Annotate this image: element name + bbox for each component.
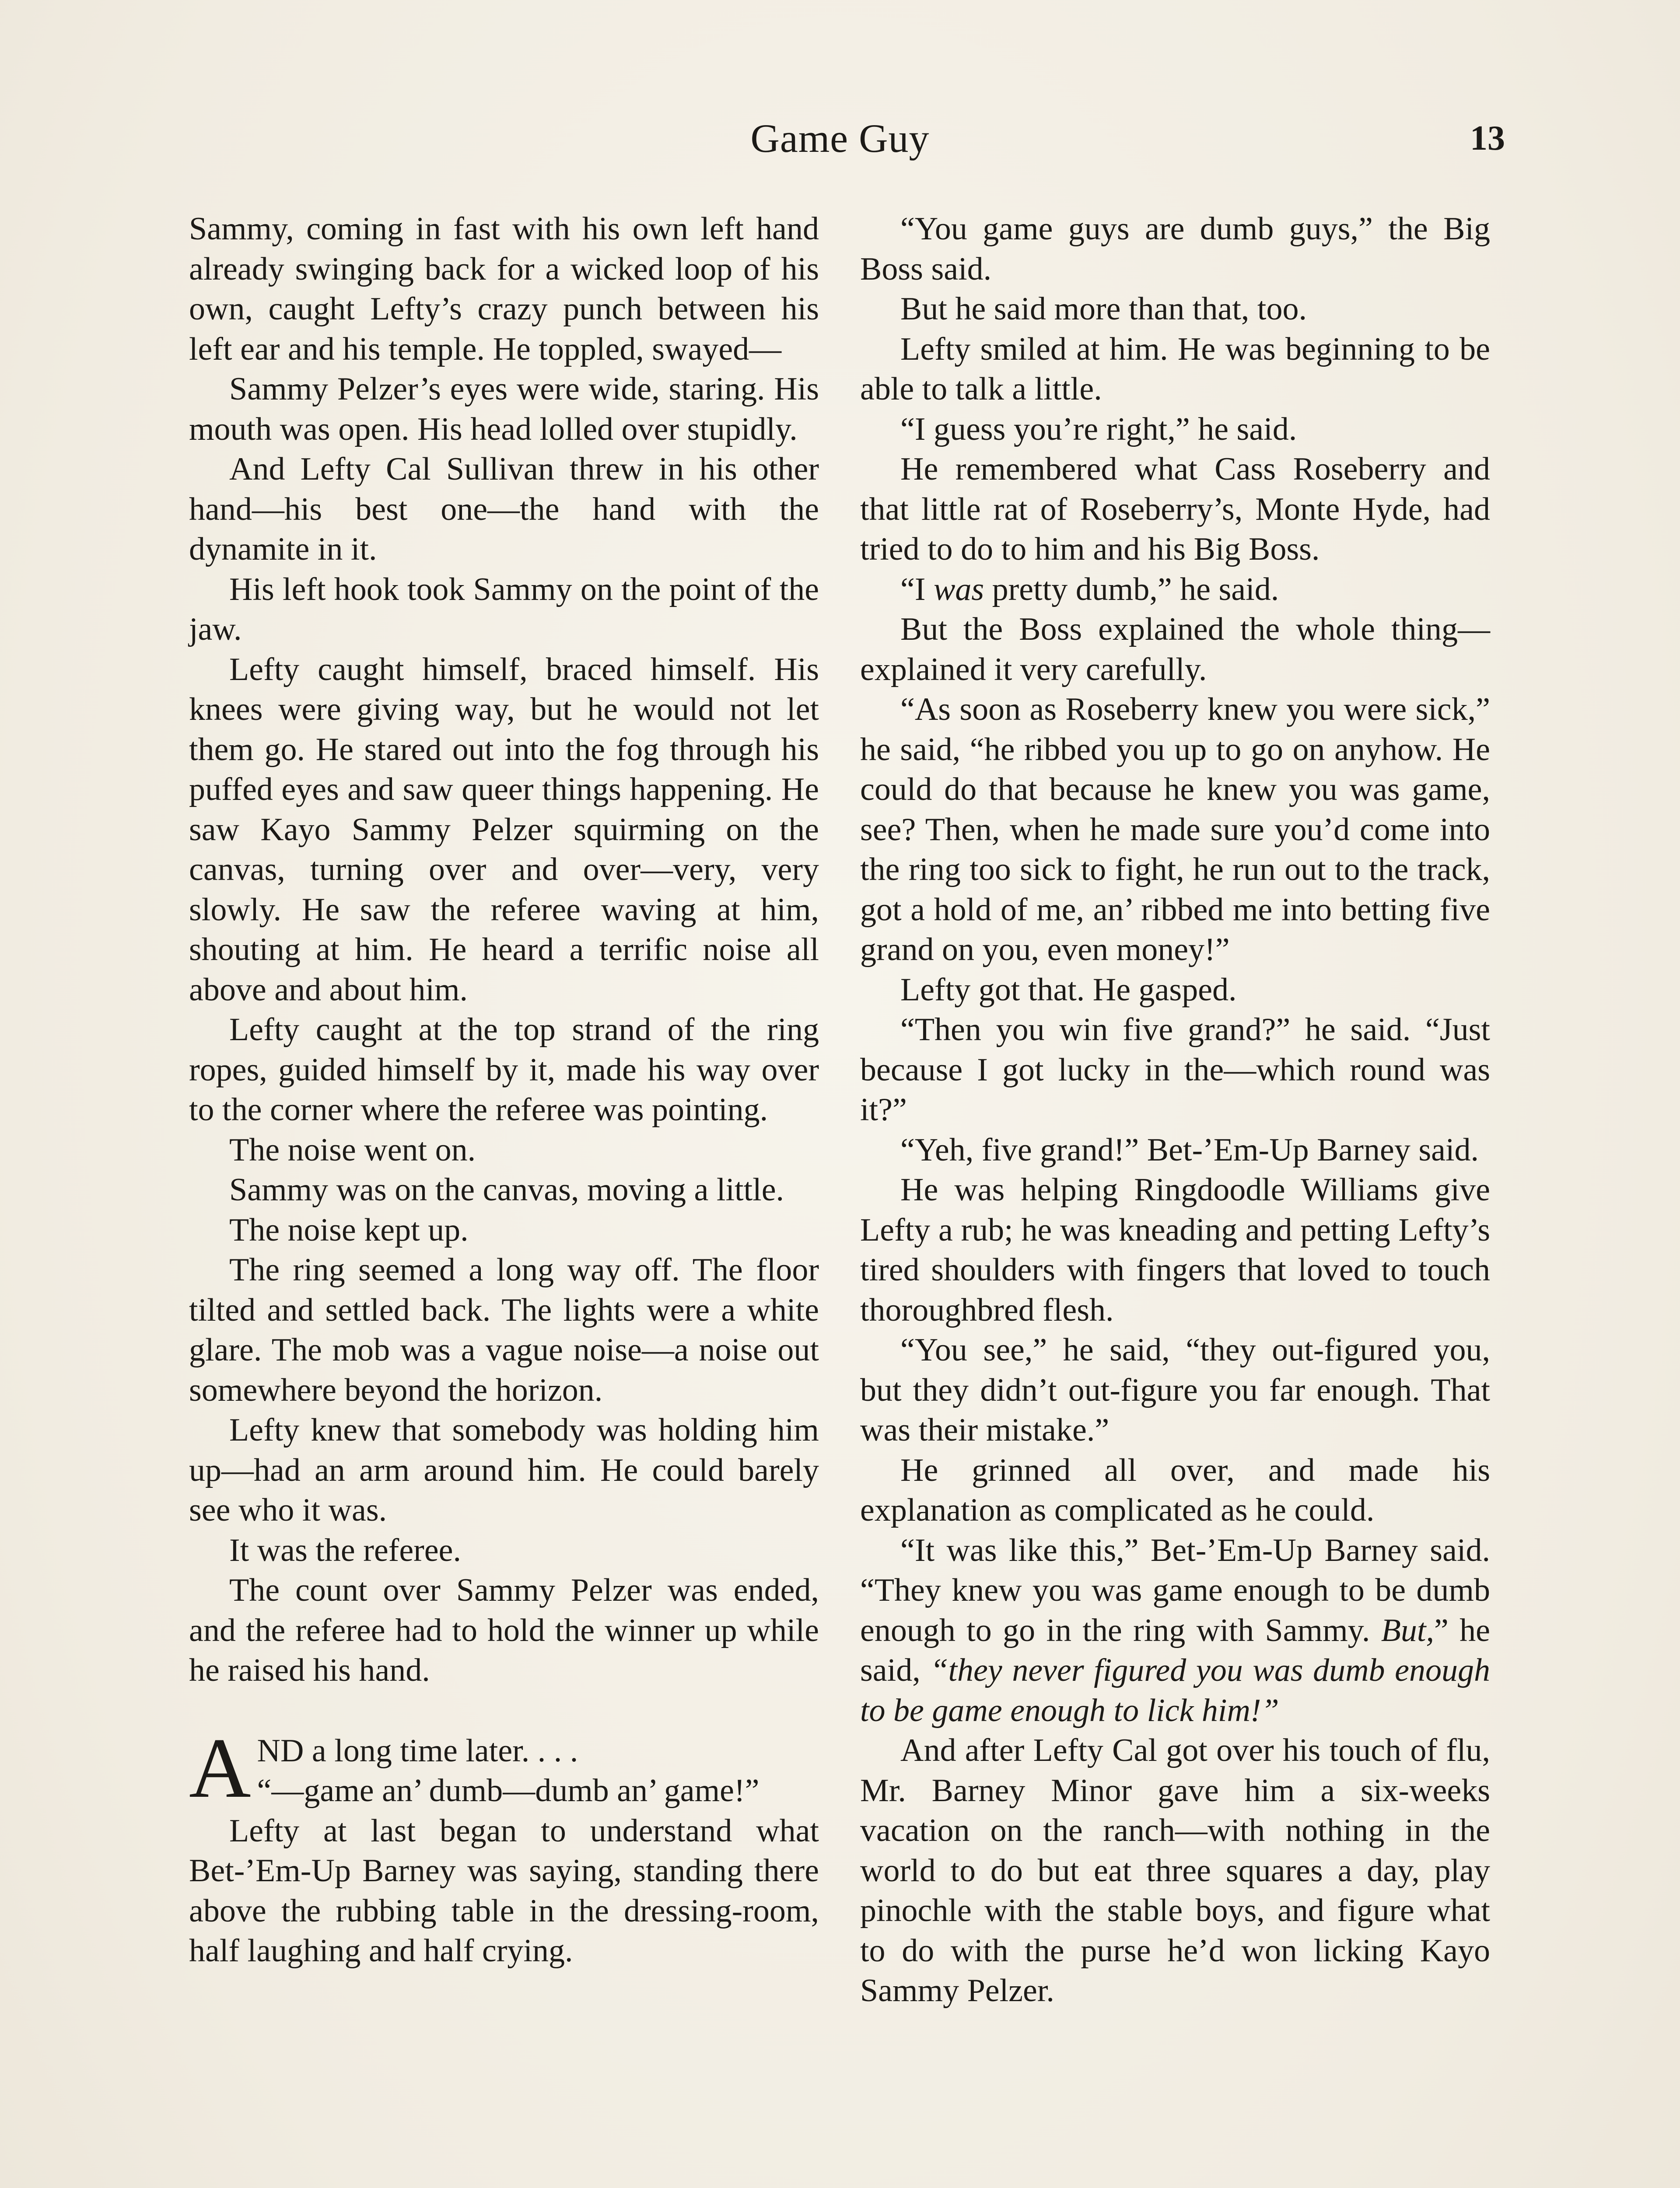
text-run: “I [900,571,934,607]
paragraph: Sammy was on the canvas, moving a little. [229,1172,784,1208]
left-text-column [189,209,819,1971]
paragraph: “Then you win five grand?” he said. “Just because I got lucky in the—which round was it?” [860,1012,1490,1128]
paragraph: Lefty got that. He gasped. [900,971,1237,1008]
paragraph: “You see,” he said, “they out-figured you, but they didn’t out-figure you far enough. That was their mistake.” [860,1332,1490,1448]
paragraph-with-italic [860,1531,1490,1731]
paragraph: “You game guys are dumb guys,” the Big Boss said. [860,211,1490,287]
paragraph-with-italic [860,570,1490,610]
paragraph: The ring seemed a long way off. The floor tilted and settled back. The lights were a white glare. The mob was a vague noise—a noise out somewhere beyond the horizon. [189,1252,819,1408]
paragraph: He remembered what Cass Roseberry and that little rat of Roseberry’s, Monte Hyde, had tried to do to him and his Big Boss. [860,451,1490,567]
italic-text-run: “they never figured you was dumb enough to be game enough to lick him!” [860,1652,1490,1729]
paragraph: “Yeh, five grand!” Bet-’Em-Up Barney said. [900,1132,1479,1168]
paragraph: Lefty at last began to understand what Bet-’Em-Up Barney was saying, standing there above the rubbing table in the dressing-room, half laughing and half crying. [189,1813,819,1969]
section-break-paragraph [189,1720,819,1816]
italic-text-run: was [934,571,984,607]
text-run: ” he said, [860,1612,1490,1688]
paragraph: The noise kept up. [229,1212,469,1248]
paragraph: He was helping Ringdoodle Williams give Lefty a rub; he was kneading and petting Lefty’s tired shoulders with fingers that loved to touch thoroughbred flesh. [860,1172,1490,1328]
running-header-title: Game Guy [750,116,930,161]
paragraph: His left hook took Sammy on the point of the jaw. [189,571,819,647]
italic-text-run: But, [1381,1612,1434,1648]
paragraph: He grinned all over, and made his explanation as complicated as he could. [860,1452,1490,1528]
drop-cap-line-1: ND a long time later. . . . [257,1732,578,1769]
paragraph: And after Lefty Cal got over his touch of flu, Mr. Barney Minor gave him a six-weeks vacation on the ranch—with nothing in the world to do but eat three squares a day, play pinochle with the stable boys, and figure what to do with the purse he’d won licking Kayo Sammy Pelzer. [860,1732,1490,2009]
drop-cap-line-2: “—game an’ dumb—dumb an’ game!” [257,1773,760,1809]
paragraph: Lefty smiled at him. He was beginning to be able to talk a little. [860,331,1490,407]
paragraph: The count over Sammy Pelzer was ended, and the referee had to hold the winner up while he raised his hand. [189,1572,819,1688]
page-number: 13 [1470,119,1505,158]
paragraph: Lefty knew that somebody was holding him up—had an arm around him. He could barely see who it was. [189,1412,819,1528]
text-run: pretty dumb,” he said. [984,571,1279,607]
paragraph: “I guess you’re right,” he said. [900,411,1297,447]
paragraph: But he said more than that, too. [900,291,1307,327]
paragraph: Sammy Pelzer’s eyes were wide, staring. His mouth was open. His head lolled over stupidly. [189,371,819,447]
paragraph: “As soon as Roseberry knew you were sick,” he said, “he ribbed you up to go on anyhow. He could do that because he knew you was game, see? Then, when he made sure you’d come into the ring too sick to fight, he run out to the track, got a hold of me, an’ ribbed me into betting five grand on you, even money!” [860,691,1490,968]
drop-cap-letter: A [189,1720,251,1816]
paragraph: Lefty caught at the top strand of the ring ropes, guided himself by it, made his way over to the corner where the referee was pointing. [189,1012,819,1128]
paragraph: Sammy, coming in fast with his own left hand already swinging back for a wicked loop of his own, caught Lefty’s crazy punch between his left ear and his temple. He toppled, swayed— [189,211,819,367]
paragraph: The noise went on. [229,1132,476,1168]
paragraph: And Lefty Cal Sullivan threw in his other hand—his best one—the hand with the dynamite in it. [189,451,819,567]
text-run: “It was like this,” Bet-’Em-Up Barney said. “They knew you was game enough to be dumb enough to go in the ring with Sammy. [860,1532,1490,1648]
paragraph: But the Boss explained the whole thing—explained it very carefully. [860,611,1490,687]
paragraph: Lefty caught himself, braced himself. His knees were giving way, but he would not let them go. He stared out into the fog through his puffed eyes and saw queer things happening. He saw Kayo Sammy Pelzer squirming on the canvas, turning over and over—very, very slowly. He saw the referee waving at him, shouting at him. He heard a terrific noise all above and about him. [189,651,819,1008]
paragraph: It was the referee. [229,1532,461,1568]
right-text-column [860,209,1490,2011]
